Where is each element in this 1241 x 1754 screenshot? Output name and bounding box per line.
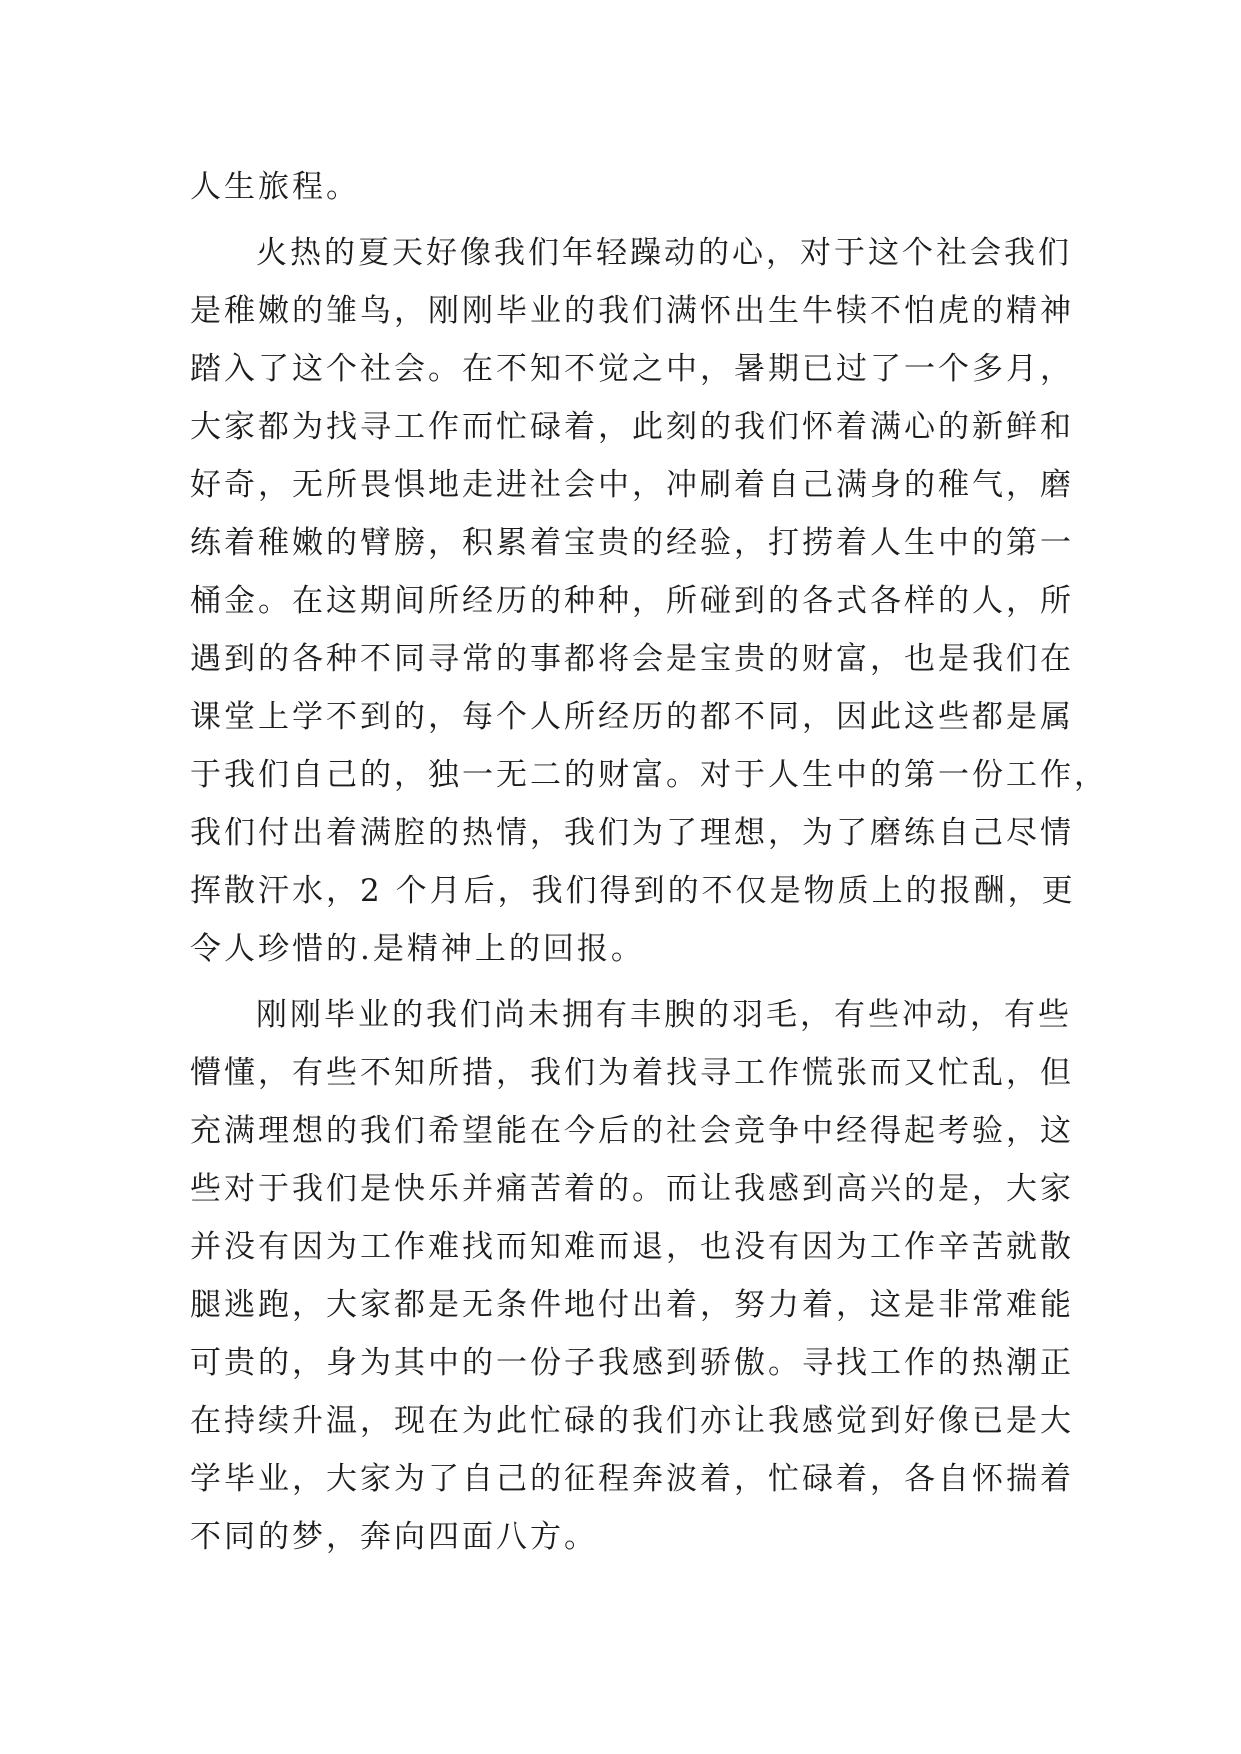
text-line: 刚刚毕业的我们尚未拥有丰腴的羽毛，有些冲动，有些 — [256, 997, 1072, 1033]
text-line: 并没有因为工作难找而知难而退，也没有因为工作辛苦就散 — [190, 1229, 1074, 1265]
paragraph-gap — [190, 216, 1056, 224]
paragraph — [190, 986, 1074, 1566]
text-line: 于我们自己的，独一无二的财富。对于人生中的第一份工作， — [190, 757, 1108, 793]
text-line: 遇到的各种不同寻常的事都将会是宝贵的财富，也是我们在 — [190, 641, 1074, 677]
text-line: 不同的梦，奔向四面八方。 — [190, 1519, 598, 1555]
document-body — [190, 158, 1108, 1566]
paragraph — [190, 158, 1056, 216]
text-line: 懵懂，有些不知所措，我们为着找寻工作慌张而又忙乱，但 — [190, 1055, 1074, 1091]
paragraph-gap — [190, 978, 1056, 986]
text-line: 桶金。在这期间所经历的种种，所碰到的各式各样的人，所 — [190, 583, 1074, 619]
text-line: 腿逃跑，大家都是无条件地付出着，努力着，这是非常难能 — [190, 1287, 1074, 1323]
text-line: 学毕业，大家为了自己的征程奔波着，忙碌着，各自怀揣着 — [190, 1461, 1074, 1497]
text-line: 好奇，无所畏惧地走进社会中，冲刷着自己满身的稚气，磨 — [190, 467, 1074, 503]
text-line: 我们付出着满腔的热情，我们为了理想，为了磨练自己尽情 — [190, 815, 1074, 851]
text-line: 火热的夏天好像我们年轻躁动的心，对于这个社会我们 — [256, 235, 1072, 271]
text-line: 课堂上学不到的，每个人所经历的都不同，因此这些都是属 — [190, 699, 1074, 735]
text-line: 是稚嫩的雏鸟，刚刚毕业的我们满怀出生牛犊不怕虎的精神 — [190, 293, 1074, 329]
text-line: 在持续升温，现在为此忙碌的我们亦让我感觉到好像已是大 — [190, 1403, 1074, 1439]
text-line: 大家都为找寻工作而忙碌着，此刻的我们怀着满心的新鲜和 — [190, 409, 1074, 445]
paragraph — [190, 224, 1108, 978]
text-line: 踏入了这个社会。在不知不觉之中，暑期已过了一个多月， — [190, 351, 1074, 387]
text-line: 令人珍惜的.是精神上的回报。 — [190, 931, 645, 967]
text-line: 充满理想的我们希望能在今后的社会竞争中经得起考验，这 — [190, 1113, 1074, 1149]
text-line: 练着稚嫩的臂膀，积累着宝贵的经验，打捞着人生中的第一 — [190, 525, 1074, 561]
text-line: 可贵的，身为其中的一份子我感到骄傲。寻找工作的热潮正 — [190, 1345, 1074, 1381]
text-line: 人生旅程。 — [190, 169, 360, 205]
text-line: 挥散汗水，2 个月后，我们得到的不仅是物质上的报酬，更 — [190, 873, 1076, 909]
text-line: 些对于我们是快乐并痛苦着的。而让我感到高兴的是，大家 — [190, 1171, 1074, 1207]
